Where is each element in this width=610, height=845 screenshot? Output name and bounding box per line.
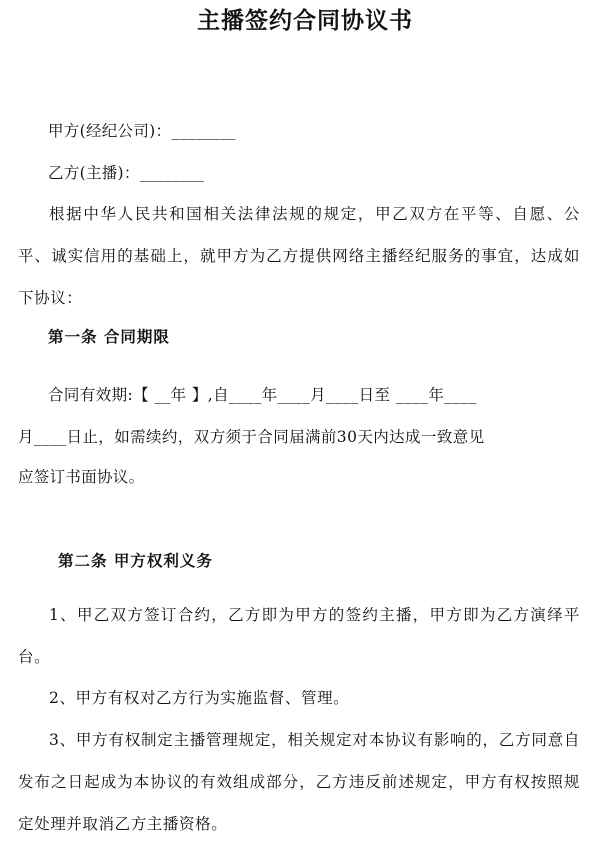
party-a-line: 甲方(经纪公司)：________: [48, 122, 236, 140]
article-2-item-2: 2、甲方有权对乙方行为实施监督、管理。: [49, 689, 350, 707]
article-2-item-3: 3、甲方有权制定主播管理规定，相关规定对本协议有影响的，乙方同意自发布之日起成为本协议的有效组成部分，乙方违反前述规定，甲方有权按照规定处理并取消乙方主播资格。: [18, 731, 580, 833]
party-b-line: 乙方(主播)：________: [48, 164, 205, 182]
intro-paragraph: 根据中华人民共和国相关法律法规的规定，甲乙双方在平等、自愿、公平、诚实信用的基础上，就甲方为乙方提供网络主播经纪服务的事宜，达成如下协议：: [18, 205, 580, 307]
article-2-heading: 第二条 甲方权利义务: [58, 551, 213, 570]
article-1-heading: 第一条 合同期限: [48, 327, 170, 346]
article-2-item-1: 1、甲乙双方签订合约，乙方即为甲方的签约主播，甲方即为乙方演绎平台。: [18, 606, 580, 666]
document-title: 主播签约合同协议书: [197, 7, 413, 34]
article-1-line-1: 合同有效期:【 __年 】,自____年____月____日至 ____年____: [48, 386, 477, 404]
article-1-line-2: 月____日止，如需续约，双方须于合同届满前30天内达成一致意见: [18, 428, 485, 446]
article-1-line-3: 应签订书面协议。: [18, 468, 145, 486]
